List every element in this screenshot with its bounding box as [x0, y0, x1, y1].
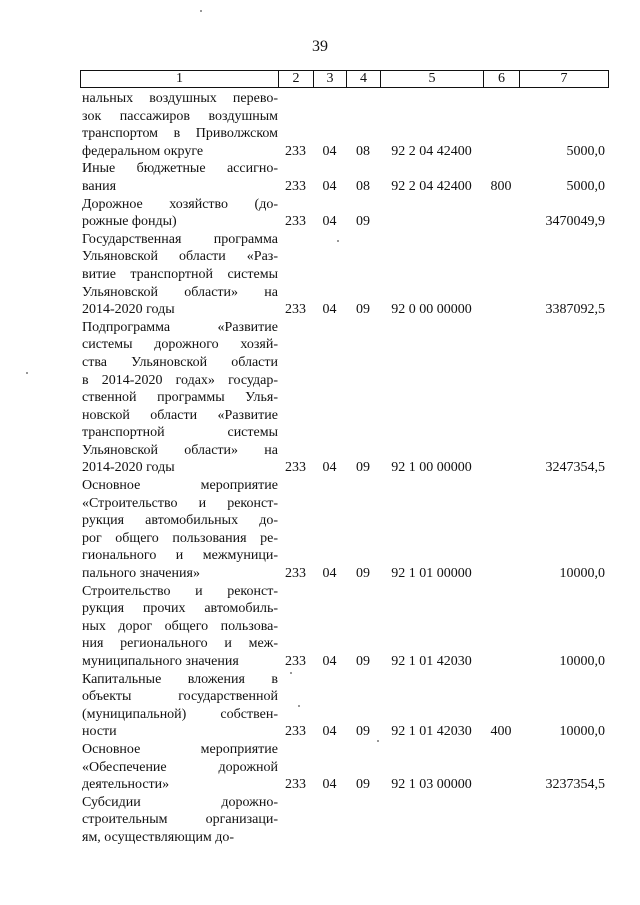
- cell-col-7: 10000,0: [559, 724, 605, 740]
- row-description: [80, 741, 278, 794]
- cell-col-4: 09: [356, 777, 370, 793]
- cell-col-2: 233: [285, 654, 306, 669]
- scan-speck: [377, 740, 379, 742]
- description-line: «Обеспечение дорожной: [82, 759, 278, 775]
- description-line: рукция прочих автомобиль-: [82, 601, 278, 617]
- column-header-4: 4: [347, 71, 381, 87]
- column-header-5: 5: [381, 71, 484, 87]
- cell-col-3: 04: [322, 566, 337, 582]
- cell-col-7: 3247354,5: [545, 460, 605, 476]
- description-line: вания: [82, 178, 117, 194]
- cell-col-2: 233: [285, 724, 306, 740]
- description-line: деятельности»: [82, 777, 170, 793]
- table-row: [80, 671, 609, 741]
- description-line: строительным организаци-: [82, 812, 278, 828]
- page-number: 39: [312, 38, 328, 55]
- table-header: [80, 70, 609, 88]
- column-header-2: 2: [279, 71, 314, 87]
- cell-col-3: 04: [322, 178, 337, 194]
- scan-speck: [290, 672, 292, 674]
- description-line: Субсидии дорожно-: [82, 794, 278, 810]
- cell-col-4: 09: [356, 460, 370, 476]
- table-row: [80, 196, 609, 231]
- description-line: федеральном округе: [82, 143, 204, 159]
- cell-col-5: 92 1 01 42030: [391, 654, 472, 669]
- cell-col-7: 10000,0: [559, 566, 605, 582]
- cell-col-4: 09: [356, 724, 370, 740]
- row-description: [80, 196, 278, 231]
- description-line: витие транспортной системы: [82, 266, 278, 282]
- description-line: Капитальные вложения в: [82, 671, 278, 687]
- table-row: [80, 477, 609, 583]
- cell-col-7: 10000,0: [559, 654, 605, 669]
- cell-col-2: 233: [285, 143, 306, 159]
- description-line: транспортной системы: [82, 425, 278, 441]
- row-description: [80, 90, 278, 160]
- description-line: Государственная программа: [82, 231, 278, 247]
- description-line: системы дорожного хозяй-: [82, 337, 278, 353]
- cell-col-4: 09: [356, 302, 370, 318]
- cell-col-3: 04: [322, 777, 337, 793]
- table-row: [80, 90, 609, 160]
- description-line: ных дорог общего пользова-: [82, 618, 278, 634]
- row-description: [80, 794, 278, 847]
- row-description: [80, 319, 278, 477]
- row-description: [80, 583, 278, 671]
- cell-col-7: 5000,0: [566, 178, 605, 194]
- cell-col-6: 800: [490, 178, 512, 194]
- cell-col-2: 233: [285, 460, 306, 476]
- table-row: [80, 231, 609, 319]
- cell-col-4: 09: [356, 214, 370, 230]
- table-body: [80, 90, 609, 847]
- cell-col-5: 92 1 03 00000: [391, 777, 472, 793]
- cell-col-2: 233: [285, 214, 306, 230]
- scan-speck: [298, 705, 300, 707]
- cell-col-6: 400: [490, 724, 512, 740]
- cell-col-7: 3470049,9: [545, 214, 605, 230]
- cell-col-5: 92 1 01 00000: [391, 566, 472, 582]
- scan-speck: [26, 372, 28, 374]
- description-line: гионального и межмуници-: [82, 548, 278, 564]
- cell-col-2: 233: [285, 777, 306, 793]
- scan-speck: [200, 10, 202, 12]
- column-header-3: 3: [314, 71, 347, 87]
- description-line: ственной программы Улья-: [82, 390, 278, 406]
- description-line: ности: [82, 724, 117, 740]
- table-row: [80, 160, 609, 195]
- description-line: Ульяновской области» на: [82, 284, 278, 300]
- cell-col-5: 92 1 00 00000: [391, 460, 472, 476]
- cell-col-3: 04: [322, 302, 337, 318]
- cell-col-3: 04: [322, 214, 337, 230]
- cell-col-5: 92 2 04 42400: [391, 143, 472, 159]
- description-line: в 2014-2020 годах» государ-: [82, 372, 278, 388]
- cell-col-3: 04: [322, 143, 337, 159]
- scan-speck: [337, 240, 339, 242]
- row-description: [80, 160, 278, 195]
- cell-col-7: 5000,0: [566, 143, 605, 159]
- description-line: ния регионального и меж-: [82, 636, 278, 652]
- cell-col-4: 09: [356, 654, 370, 669]
- cell-col-5: 92 1 01 42030: [391, 724, 472, 740]
- cell-col-4: 09: [356, 566, 370, 582]
- cell-col-2: 233: [285, 178, 306, 194]
- description-line: (муниципальной) собствен-: [82, 706, 278, 722]
- description-line: 2014-2020 годы: [82, 460, 175, 476]
- table-row: [80, 794, 609, 847]
- cell-col-2: 233: [285, 302, 306, 318]
- description-line: Ульяновской области» на: [82, 442, 278, 458]
- cell-col-4: 08: [356, 178, 370, 194]
- table-row: [80, 741, 609, 794]
- description-line: зок пассажиров воздушным: [82, 108, 278, 124]
- description-line: Иные бюджетные ассигно-: [82, 161, 278, 177]
- description-line: объекты государственной: [82, 689, 278, 705]
- column-header-7: 7: [560, 71, 568, 86]
- description-line: 2014-2020 годы: [82, 302, 175, 318]
- cell-col-3: 04: [322, 654, 337, 669]
- cell-col-4: 08: [356, 143, 370, 159]
- description-line: транспортом в Приволжском: [82, 126, 278, 142]
- description-line: Дорожное хозяйство (до-: [82, 196, 278, 212]
- cell-col-2: 233: [285, 566, 306, 582]
- cell-col-5: 92 0 00 00000: [391, 302, 472, 318]
- description-line: рукция автомобильных до-: [82, 513, 278, 529]
- description-line: Строительство и реконст-: [82, 583, 278, 599]
- column-header-6: 6: [484, 71, 520, 87]
- cell-col-7: 3387092,5: [545, 302, 605, 318]
- description-line: нальных воздушных перево-: [82, 91, 278, 106]
- description-line: муниципального значения: [82, 654, 239, 669]
- description-line: ства Ульяновской области: [82, 354, 278, 370]
- description-line: Ульяновской области «Раз-: [82, 249, 278, 265]
- description-line: Основное мероприятие: [82, 478, 278, 494]
- table-row: [80, 319, 609, 477]
- row-description: [80, 477, 278, 583]
- cell-col-3: 04: [322, 460, 337, 476]
- row-description: [80, 671, 278, 741]
- column-header-1: 1: [81, 71, 279, 87]
- description-line: Подпрограмма «Развитие: [82, 319, 278, 335]
- table-row: [80, 583, 609, 671]
- cell-col-3: 04: [322, 724, 337, 740]
- description-line: новской области «Развитие: [82, 407, 278, 423]
- cell-col-5: 92 2 04 42400: [391, 178, 472, 194]
- row-description: [80, 231, 278, 319]
- description-line: ям, осуществляющим до-: [82, 829, 235, 845]
- description-line: пального значения»: [82, 566, 200, 582]
- description-line: Основное мероприятие: [82, 741, 278, 757]
- description-line: «Строительство и реконст-: [82, 495, 278, 511]
- description-line: рог общего пользования ре-: [82, 530, 278, 546]
- cell-col-7: 3237354,5: [545, 777, 605, 793]
- description-line: рожные фонды): [82, 214, 177, 230]
